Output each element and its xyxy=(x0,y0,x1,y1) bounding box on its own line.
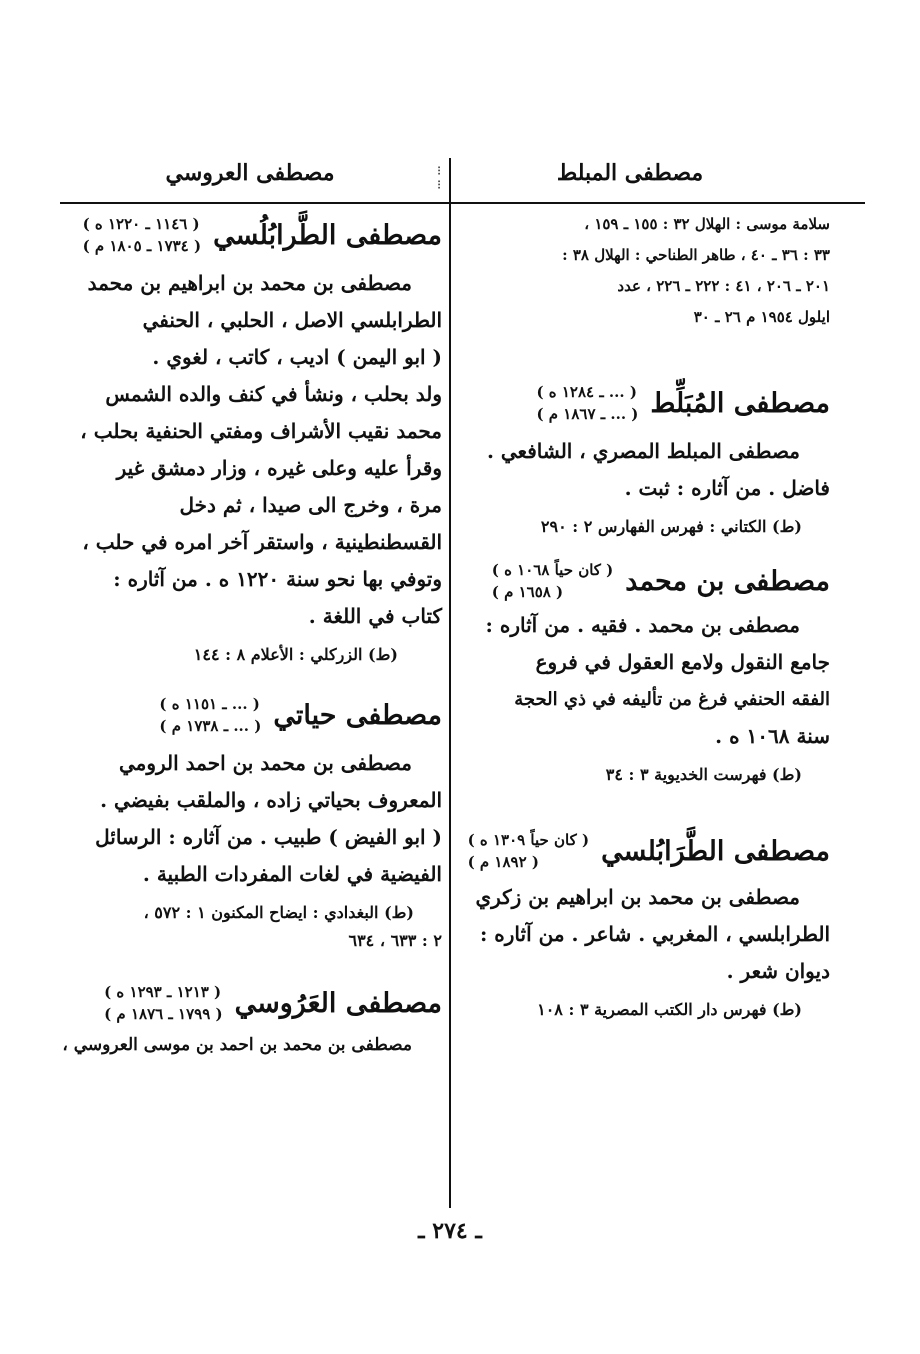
body-line: مصطفى بن محمد بن احمد الرومي xyxy=(118,751,412,775)
running-header-right: مصطفى المبلط xyxy=(556,160,704,186)
entry-heading xyxy=(62,981,442,1025)
body-line: مرة ، وخرج الى صيدا ، ثم دخل xyxy=(179,493,442,517)
entry-body xyxy=(462,433,830,507)
entry-heading xyxy=(462,381,830,425)
body-line: كتاب في اللغة . xyxy=(308,604,442,628)
body-line: وتوفي بها نحو سنة ١٢٢٠ ه . من آثاره : xyxy=(113,567,442,591)
entry-dates xyxy=(159,693,261,737)
entry-body xyxy=(462,879,830,990)
dates-hijri: ( ١٢١٣ ـ ١٢٩٣ ه ) xyxy=(104,983,222,1001)
entry-name: مصطفى الطَّرَابُلسي xyxy=(601,835,830,867)
biography-entry xyxy=(462,829,830,1024)
entry-source: (ط) البغدادي : ايضاح المكنون ١ : ٥٧٢ ، xyxy=(143,903,414,922)
entry-dates xyxy=(492,559,614,603)
entry-source: (ط) فهرست الخديوية ٣ : ٣٤ xyxy=(605,765,802,784)
reference-line: ٢٠١ ـ ٢٠٦ ، ٤١ : ٢٢٢ ـ ٢٢٦ ، عدد xyxy=(617,277,830,295)
dates-gregorian: ( ١٧٣٤ ـ ١٨٠٥ م ) xyxy=(82,237,202,255)
header-ornament: ⁝ ⁝ xyxy=(437,164,442,193)
entry-name: مصطفى حياتي xyxy=(273,699,442,731)
body-line: مصطفى المبلط المصري ، الشافعي . xyxy=(486,439,800,463)
left-column xyxy=(62,205,442,1064)
body-line: ( ابو الفيض ) طبيب . من آثاره : الرسائل xyxy=(95,825,442,849)
biography-entry xyxy=(62,981,442,1064)
entry-heading xyxy=(462,829,830,873)
entry-heading xyxy=(62,213,442,257)
entry-heading xyxy=(62,693,442,737)
biography-entry xyxy=(62,693,442,955)
entry-dates xyxy=(468,829,590,873)
body-line: الطرابلسي الاصل ، الحلبي ، الحنفي xyxy=(142,308,442,332)
entry-source: (ط) فهرس دار الكتب المصرية ٣ : ١٠٨ xyxy=(537,1000,802,1019)
dates-hijri: ( ... ـ ١٢٨٤ ه ) xyxy=(536,383,637,401)
body-line: ولد بحلب ، ونشأ في كنف والده الشمس xyxy=(105,382,442,406)
entry-source: (ط) الكتاني : فهرس الفهارس ٢ : ٢٩٠ xyxy=(540,517,802,536)
entry-dates xyxy=(83,213,201,257)
reference-line: سلامة موسى : الهلال ٣٢ : ١٥٥ ـ ١٥٩ ، xyxy=(584,215,830,233)
continuation-references xyxy=(462,209,830,333)
dates-gregorian: ( ... ـ ١٨٦٧ م ) xyxy=(536,405,639,423)
entry-source: (ط) الزركلي : الأعلام ٨ : ١٤٤ xyxy=(193,645,398,664)
body-line: الفيضية في لغات المفردات الطبية . xyxy=(142,862,442,886)
body-line: مصطفى بن محمد . فقيه . من آثاره : xyxy=(485,613,800,637)
entry-body xyxy=(62,1027,442,1064)
body-line: الفقه الحنفي فرغ من تأليفه في ذي الحجة xyxy=(514,689,830,710)
body-line: مصطفى بن محمد بن احمد بن موسى العروسي ، xyxy=(62,1035,412,1055)
reference-line: ايلول ١٩٥٤ م ٢٦ ـ ٣٠ xyxy=(693,308,830,326)
dates-gregorian: ( ... ـ ١٧٣٨ م ) xyxy=(159,717,262,735)
body-line: سنة ١٠٦٨ ه . xyxy=(715,724,830,748)
entry-body xyxy=(62,265,442,635)
running-header-left: مصطفى العروسي xyxy=(165,160,335,186)
dates-hijri: ( ١١٤٦ ـ ١٢٢٠ ه ) xyxy=(82,215,200,233)
biography-entry xyxy=(462,381,830,541)
dates-hijri: ( كان حياً ١٠٦٨ ه ) xyxy=(491,561,614,579)
dates-hijri: ( كان حياً ١٣٠٩ ه ) xyxy=(467,831,590,849)
entry-dates xyxy=(536,381,638,425)
entry-heading xyxy=(462,559,830,603)
page-number: ـ ٢٧٤ ـ xyxy=(418,1218,482,1244)
entry-source-continued: ٢ : ٦٣٣ ، ٦٣٤ xyxy=(348,931,442,950)
dates-gregorian: ( ١٦٥٨ م ) xyxy=(491,583,564,601)
body-line: ديوان شعر . xyxy=(726,959,830,983)
header-rule xyxy=(60,202,865,204)
entry-dates xyxy=(104,981,222,1025)
column-divider xyxy=(449,158,451,1208)
body-line: مصطفى بن محمد بن ابراهيم بن زكري xyxy=(475,885,800,909)
biography-entry xyxy=(462,559,830,789)
body-line: فاضل . من آثاره : ثبت . xyxy=(624,476,830,500)
dates-hijri: ( ... ـ ١١٥١ ه ) xyxy=(159,695,260,713)
body-line: محمد نقيب الأشراف ومفتي الحنفية بحلب ، xyxy=(80,419,442,443)
body-line: مصطفى بن محمد بن ابراهيم بن محمد xyxy=(87,271,412,295)
body-line: ( ابو اليمن ) اديب ، كاتب ، لغوي . xyxy=(152,345,442,369)
entry-body xyxy=(462,607,830,755)
entry-body xyxy=(62,745,442,893)
body-line: وقرأ عليه وعلى غيره ، وزار دمشق غير xyxy=(116,456,442,480)
body-line: جامع النقول ولامع العقول في فروع xyxy=(535,650,830,674)
dates-gregorian: ( ١٧٩٩ ـ ١٨٧٦ م ) xyxy=(104,1005,223,1023)
body-line: المعروف بحياتي زاده ، والملقب بفيضي . xyxy=(100,788,442,812)
right-column xyxy=(462,205,830,1024)
body-line: القسطنطينية ، واستقر آخر امره في حلب ، xyxy=(82,530,442,554)
reference-line: ٣٣ : ٣٦ ـ ٤٠ ، طاهر الطناحي : الهلال ٣٨ : xyxy=(562,246,830,264)
entry-name: مصطفى العَرُوسي xyxy=(234,987,442,1019)
entry-name: مصطفى بن محمد xyxy=(625,565,830,597)
entry-name: مصطفى المُبَلِّط xyxy=(650,387,830,419)
body-line: الطرابلسي ، المغربي . شاعر . من آثاره : xyxy=(479,922,830,946)
entry-name: مصطفى الطَّرابُلُسي xyxy=(213,219,442,251)
dates-gregorian: ( ١٨٩٢ م ) xyxy=(467,853,539,871)
biography-entry xyxy=(62,213,442,669)
